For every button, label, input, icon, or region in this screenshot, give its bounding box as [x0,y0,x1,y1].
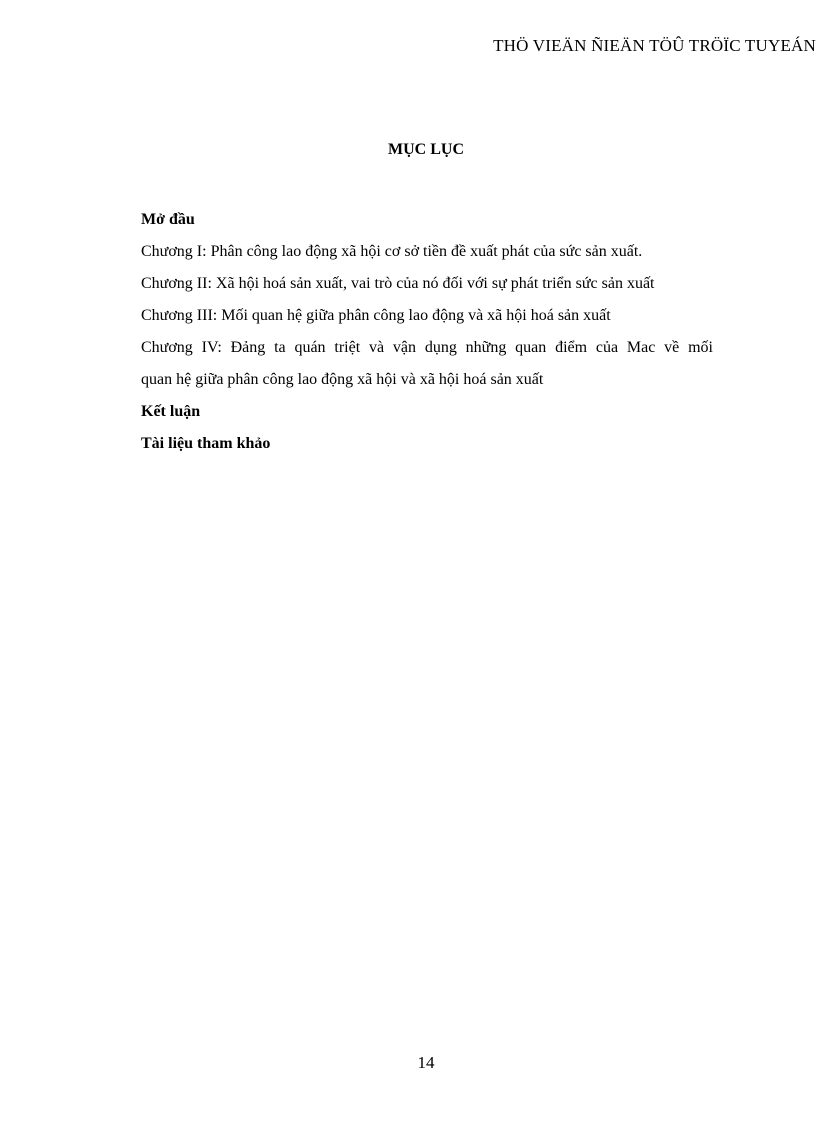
toc-item-references: Tài liệu tham khảo [141,435,271,452]
page-title: MỤC LỤC [388,141,464,158]
toc-item-chapter-3: Chương III: Mối quan hệ giữa phân công lao động và xã hội hoá sản xuất [141,307,611,324]
page-number: 14 [417,1053,435,1072]
toc-item-chapter-4-line-1: Chương IV: Đảng ta quán triệt và vận dụng những quan điểm của Mac về mối [141,339,713,356]
toc-item-conclusion: Kết luận [141,403,201,420]
running-header: THÖ VIEÄN ÑIEÄN TÖÛ TRÖÏC TUYEÁN [493,36,816,55]
toc-item-chapter-4-line-2: quan hệ giữa phân công lao động xã hội và xã hội hoá sản xuất [141,371,544,388]
table-of-contents [141,204,713,460]
toc-item-chapter-2: Chương II: Xã hội hoá sản xuất, vai trò của nó đối với sự phát triển sức sản xuất [141,275,655,292]
toc-item-chapter-1: Chương I: Phân công lao động xã hội cơ sở tiền đề xuất phát của sức sản xuất. [141,243,643,260]
toc-item-intro: Mở đầu [141,211,195,228]
